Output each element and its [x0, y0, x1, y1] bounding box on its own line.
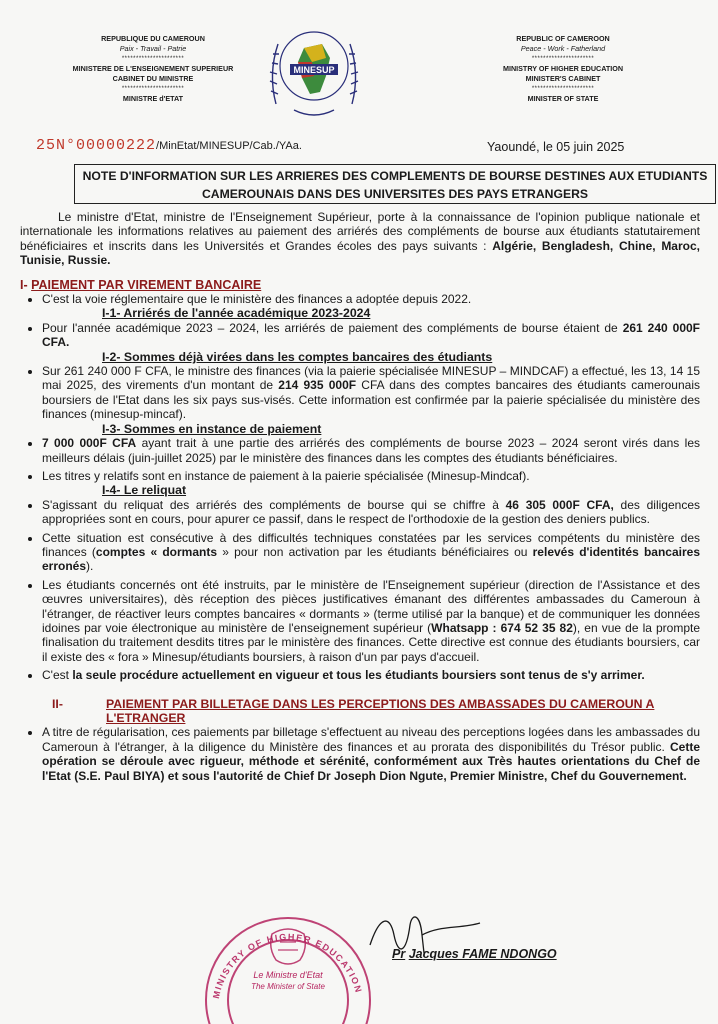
ministry-en: MINISTRY OF HIGHER EDUCATION [502, 64, 624, 73]
section-2-number: II- [52, 696, 63, 711]
item-text: S'agissant du reliquat des arriérés des compléments de bourse qui se chiffre à [42, 497, 506, 512]
subsection-1-3-title: I-3- Sommes en instance de paiement [102, 421, 322, 436]
amount: 46 305 000F CFA, [505, 497, 614, 512]
list-item [42, 531, 700, 574]
item-text: C'est [42, 668, 73, 683]
stars-separator: ********************** [121, 86, 185, 92]
cabinet-fr: CABINET DU MINISTRE [112, 74, 194, 83]
office-en: MINISTER OF STATE [527, 94, 599, 103]
subsection-1-3-list [20, 436, 700, 483]
list-item [42, 498, 700, 527]
intro-paragraph [20, 210, 700, 268]
item-text: CFA dans des comptes bancaires des étudiants camerounais boursiers de l'Etat dans les six pays sus-visés. Cette information est confirmée par la paierie spécialisée du ministère des finances (minesup-mincaf). [42, 378, 700, 422]
subsection-1-2-list [20, 364, 700, 422]
item-text: Cette situation est consécutive à des difficultés techniques constatées par les services compétents du ministère des finances ( [42, 530, 700, 559]
list-item: • C'est la voie réglementaire que le ministère des finances a adoptée depuis 2022. [42, 292, 700, 306]
list-item [42, 436, 700, 465]
signatory-name: Jacques FAME NDONGO [408, 947, 557, 961]
intro-countries: Algérie, Bengladesh, Chine, Maroc, Tunisie, Russie. [20, 238, 700, 268]
amount: 7 000 000F CFA [42, 436, 137, 451]
list-item [42, 364, 700, 422]
item-text: ayant trait à une partie des arriérés des compléments de bourse 2023 – 2024 seront virés dans les meilleurs délais (juin-juillet 2025) par le ministère des finances dans les comptes des étudiants bénéficiaires. [42, 436, 700, 465]
stars-separator: ********************** [531, 86, 595, 92]
motto-fr: Paix - Travail - Patrie [119, 44, 187, 53]
item-text: Les étudiants concernés ont été instruits, par le ministère de l'Enseignement supérieur (direction de l'Assistance et des œuvres universitaires), dès réception des pièces justificatives émanant des différentes ambassades du Cameroun à l'étranger, de réactiver leurs comptes bancaires « dormants » (terme utilisé par la banque) et de communiquer les données idoines par voie électronique au ministère de l'enseignement supérieur ( [42, 577, 700, 635]
item-text: ), en vue de la prompte finalisation du traitement desdits titres par le ministère des finances. Cette directive est connue des étudiants boursiers, car il existe des « fora » Minesup/étudiants boursiers, à raison d'un par pays d'accueil. [42, 620, 700, 664]
item-text: ). [86, 559, 94, 574]
whatsapp-number: Whatsapp : 674 52 35 82 [431, 620, 573, 635]
signatory [392, 947, 557, 961]
item-text: A titre de régularisation, ces paiements par billetage s'effectuent au niveau des perceptions logées dans les ambassades du Cameroun à l'étranger, à la diligence du Ministère des finances et au prorata des disponibilités du Trésor public. [42, 725, 700, 754]
item-text: » pour non activation par les étudiants bénéficiaires ou [217, 544, 533, 559]
seal-ring-text: MINISTRY OF HIGHER EDUCATION [210, 931, 364, 1000]
ref-serial: 25N°00000222 [36, 137, 157, 154]
section-2-list [20, 725, 700, 783]
list-item [42, 725, 700, 783]
header-left-block [58, 34, 248, 104]
list-item: • Les titres y relatifs sont en instance de paiement à la paierie spécialisée (Minesup-Mindcaf). [42, 469, 700, 483]
logo-text: MINESUP [293, 65, 335, 75]
subsection-1-4-list [20, 498, 700, 683]
ref-suffix: /MinEtat/MINESUP/Cab./YAa. [156, 140, 302, 152]
section-1-title: PAIEMENT PAR VIREMENT BANCAIRE [31, 277, 262, 292]
subsection-1-1-list [20, 321, 700, 350]
stars-separator: ********************** [121, 56, 185, 62]
subsection-1-4-title: I-4- Le reliquat [102, 483, 187, 498]
cabinet-en: MINISTER'S CABINET [525, 74, 601, 83]
item-text: Sur 261 240 000 F CFA, le ministre des finances (via la paierie spécialisée MINESUP – MINDCAF) a effectué, les 13, 14 15 mai 2025, des virements d'un montant de [42, 364, 700, 393]
country-fr: REPUBLIQUE DU CAMEROUN [101, 34, 205, 43]
section-2-title: PAIEMENT PAR BILLETAGE DANS LES PERCEPTIONS DES AMBASSADES DU CAMEROUN A L'ETRANGER [106, 696, 655, 725]
subsection-1-2-title: I-2- Sommes déjà virées dans les comptes bancaires des étudiants [102, 349, 493, 364]
reference-number [36, 137, 302, 154]
document-title: NOTE D'INFORMATION SUR LES ARRIERES DES COMPLEMENTS DE BOURSE DESTINES AUX ETUDIANTS CAMEROUNAIS DANS DES UNIVERSITES DES PAYS ETRANGERS [74, 164, 716, 204]
bold-text: Cette opération se déroule avec rigueur, méthode et sérénité, conformément aux Très hautes orientations du Chef de l'Etat (S.E. Paul BIYA) et sous l'autorité de Chief Dr Joseph Dion Ngute, Premier Ministre, Chef du Gouvernement. [42, 739, 700, 783]
intro-text: Le ministre d'Etat, ministre de l'Enseignement Supérieur, porte à la connaissance de l'opinion publique nationale et internationale les informations relatives au paiement des arriérés des compléments de bourse aux étudiants statutairement bénéficiaires et inscrits dans les Universités et Grandes écoles des pays suivants : [20, 210, 700, 253]
bold-text: comptes « dormants [95, 544, 218, 559]
office-fr: MINISTRE d'ETAT [122, 94, 184, 103]
motto-en: Peace - Work - Fatherland [520, 44, 606, 53]
section-1-heading [20, 278, 700, 292]
amount: 214 935 000F [278, 378, 357, 393]
section-1-lead-list [20, 292, 700, 306]
list-item [42, 668, 700, 682]
item-text: des diligences appropriées sont en cours, pour apurer ce passif, dans le respect de l'orthodoxie de la gestion des deniers publics. [42, 497, 700, 527]
seal-line-1: Le Ministre d'Etat [253, 970, 323, 980]
seal-line-2: The Minister of State [251, 982, 325, 991]
stars-separator: ********************** [531, 56, 595, 62]
country-en: REPUBLIC OF CAMEROON [516, 34, 610, 43]
item-text: Pour l'année académique 2023 – 2024, les arriérés de paiement des compléments de bourse étaient de [42, 320, 623, 335]
list-item [42, 321, 700, 350]
section-1-number: I- [20, 277, 28, 292]
section-2-heading [20, 697, 700, 726]
header-right-block [468, 34, 658, 104]
minesup-logo [264, 14, 364, 126]
list-item [42, 578, 700, 664]
bold-text: la seule procédure actuellement en vigueur et tous les étudiants boursiers sont tenus de s'y arrimer. [72, 668, 645, 683]
signatory-title: Pr [392, 947, 406, 961]
ministry-fr: MINISTERE DE L'ENSEIGNEMENT SUPERIEUR [72, 64, 234, 73]
bold-text: relevés d'identités bancaires erronés [42, 544, 700, 574]
subsection-1-1-title: I-1- Arriérés de l'année académique 2023-2024 [102, 306, 371, 321]
amount: 261 240 000F CFA. [42, 320, 701, 350]
document-body [20, 210, 700, 783]
document-date: Yaoundé, le 05 juin 2025 [487, 140, 625, 154]
